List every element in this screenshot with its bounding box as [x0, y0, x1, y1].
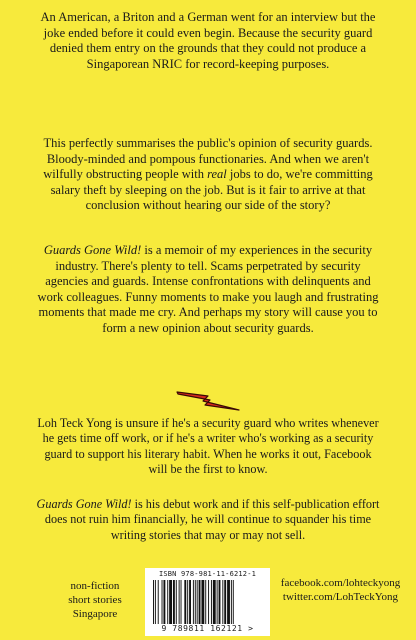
blurb-p2-text-b: jobs to do, we're committing salary theft by sleeping on the job. But is it fair to arrive at that conclusion without hearing our side of the story?	[50, 167, 373, 213]
blurb-p2-text-a: This perfectly summarises the public's opinion of security guards. Bloody-minded and pompous functionaries. And when we aren't wilfully obstructing people with	[43, 136, 373, 182]
blurb-p3-text: is a memoir of my experiences in the security industry. There's plenty to tell. Scams perpetrated by security agencies and guards. Intense confrontations with delinquents and work colleagues. Funny moments to make you laugh and frustrating moments that made me cry. And perhaps my story will cause you to form a new opinion about security guards.	[37, 243, 379, 335]
book-title-mention: Guards Gone Wild!	[43, 243, 142, 257]
barcode-icon	[153, 580, 262, 624]
book-title-mention: Guards Gone Wild!	[36, 497, 132, 511]
blurb-paragraph-2	[36, 136, 380, 214]
blurb-paragraph-3	[36, 243, 380, 337]
isbn-barcode-block	[145, 568, 270, 636]
genre-item: short stories	[68, 594, 122, 606]
debut-text: is his debut work and if this self-publication effort does not ruin him financially, he will continue to squander his time writing stories that may or may not sell.	[44, 497, 380, 542]
blurb-paragraph-1: An American, a Briton and a German went for an interview but the joke ended before it could even begin. Because the security guard denied them entry on the grounds that they could not produce a Singaporean NRIC for record-keeping purposes.	[40, 10, 376, 71]
genre-list	[58, 579, 132, 621]
isbn-label: ISBN 978-981-11-6212-1	[158, 570, 257, 578]
debut-paragraph	[36, 497, 380, 543]
isbn-digits: 9 789811 162121 >	[161, 624, 254, 633]
author-bio-paragraph: Loh Teck Yong is unsure if he's a security guard who writes whenever he gets time off work, or if he's a writer who's working as a security guard to support his literary habit. When he works it out, Facebook will be the first to know.	[37, 416, 379, 477]
blurb-p2-emphasis: real	[207, 167, 227, 182]
lightning-bolt-icon	[175, 389, 241, 413]
facebook-link[interactable]: facebook.com/lohteckyong	[280, 577, 401, 589]
genre-item: non-fiction	[70, 580, 120, 592]
twitter-link[interactable]: twitter.com/LohTeckYong	[282, 591, 399, 603]
genre-item: Singapore	[72, 608, 118, 620]
social-links	[278, 576, 403, 604]
